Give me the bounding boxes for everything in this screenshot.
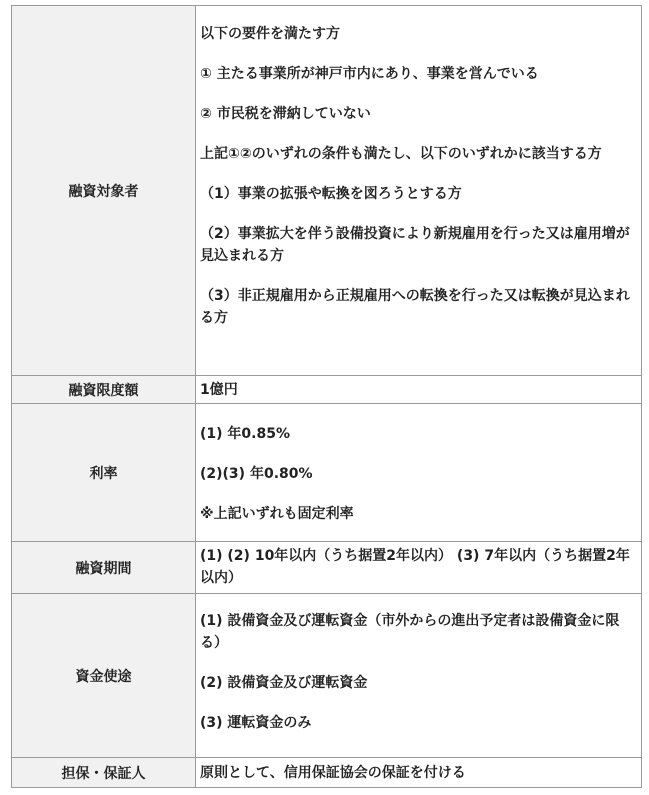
row-content (196, 6, 642, 376)
row-interest-rate (12, 404, 642, 542)
loan-terms-table (11, 5, 642, 788)
content-line: 以下の要件を満たす方 (200, 26, 340, 42)
row-loan-limit (12, 376, 642, 404)
content-line: ② 市民税を滞納していない (200, 106, 371, 122)
content-line: (2) 設備資金及び運転資金 (200, 675, 368, 691)
content-line: (2)(3) 年0.80% (200, 466, 313, 482)
content-line: (1) 年0.85% (200, 426, 290, 442)
row-collateral-guarantor (12, 758, 642, 788)
row-loan-period (12, 542, 642, 594)
row-eligibility (12, 6, 642, 376)
row-content (196, 404, 642, 542)
content-line: 上記①②のいずれの条件も満たし、以下のいずれかに該当する方 (200, 146, 602, 162)
content-line: (1) 設備資金及び運転資金（市外からの進出予定者は設備資金に限る） (200, 613, 620, 651)
row-label: 融資期間 (12, 542, 196, 594)
row-label: 融資対象者 (12, 6, 196, 376)
content-line: (3) 運転資金のみ (200, 715, 312, 731)
row-label: 融資限度額 (12, 376, 196, 404)
row-content (196, 542, 642, 594)
content-line: （1）事業の拡張や転換を図ろうとする方 (200, 186, 462, 202)
row-fund-usage (12, 594, 642, 758)
row-content (196, 594, 642, 758)
content-line: （3）非正規雇用から正規雇用への転換を行った又は転換が見込まれる方 (200, 288, 630, 326)
row-content (196, 758, 642, 788)
content-line: ① 主たる事業所が神戸市内にあり、事業を営んでいる (200, 66, 539, 82)
row-label: 担保・保証人 (12, 758, 196, 788)
content-line: 原則として、信用保証協会の保証を付ける (200, 764, 466, 781)
content-line: 1億円 (200, 381, 238, 398)
content-line: (1) (2) 10年以内（うち据置2年以内） (3) 7年以内（うち据置2年以内） (200, 548, 630, 586)
row-label: 利率 (12, 404, 196, 542)
row-content (196, 376, 642, 404)
content-line: （2）事業拡大を伴う設備投資により新規雇用を行った又は雇用増が見込まれる方 (200, 226, 630, 264)
row-label: 資金使途 (12, 594, 196, 758)
content-line: ※上記いずれも固定利率 (200, 506, 354, 522)
